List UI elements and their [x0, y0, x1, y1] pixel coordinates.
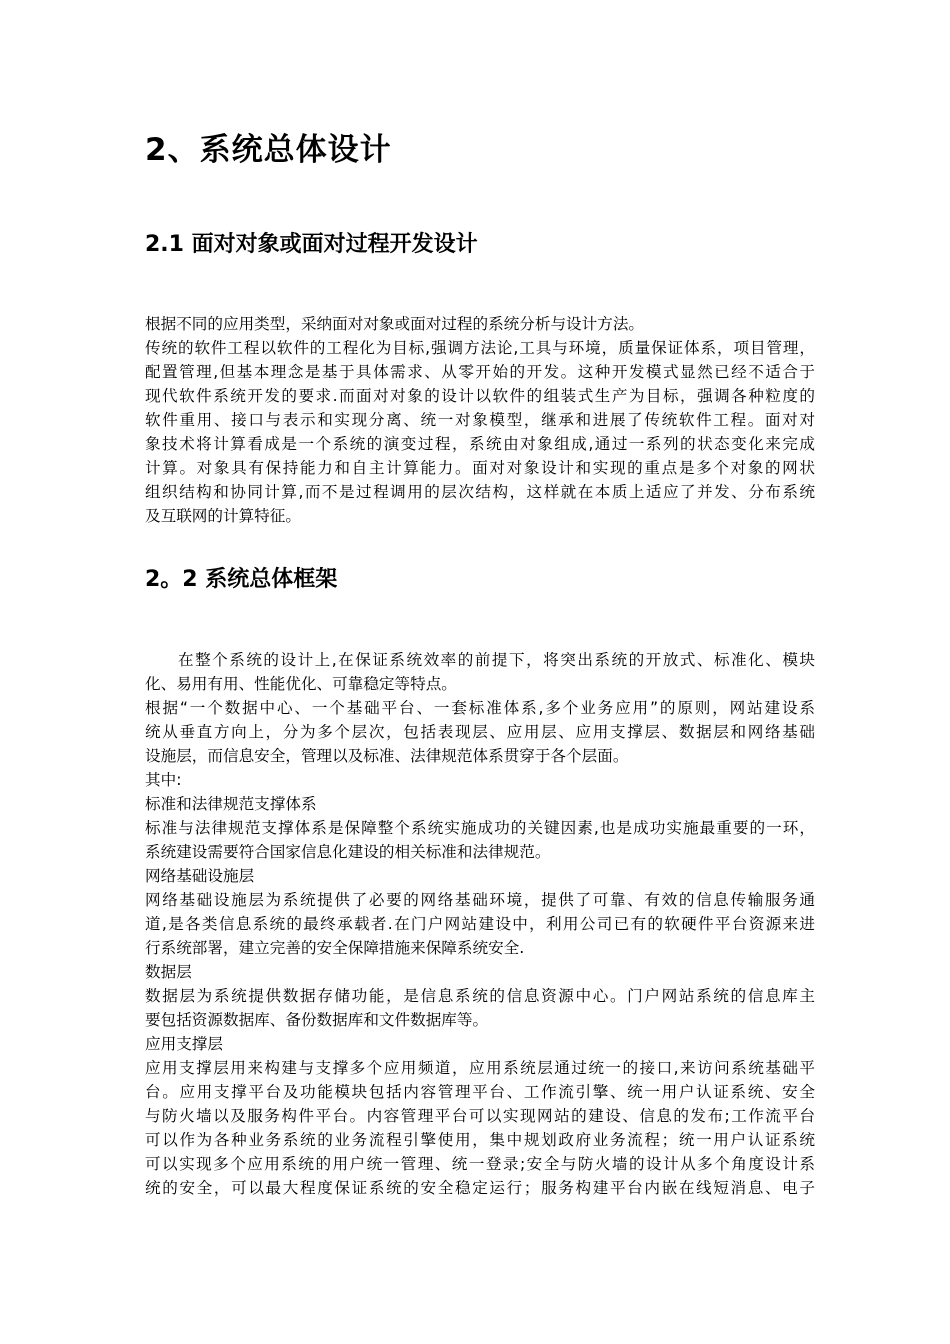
text-line: 数据层为系统提供数据存储功能，是信息系统的信息资源中心。门户网站系统的信息库主	[145, 987, 815, 1005]
text-line: 与防火墙以及服务构件平台。内容管理平台可以实现网站的建设、信息的发布;工作流平台	[145, 1107, 815, 1125]
text-line: 台。应用支撑平台及功能模块包括内容管理平台、工作流引擎、统一用户认证系统、安全	[145, 1083, 815, 1101]
text-line: 设施层，而信息安全，管理以及标准、法律规范体系贯穿于各个层面。	[145, 747, 629, 765]
text-line: 可以作为各种业务系统的业务流程引擎使用，集中规划政府业务流程；统一用户认证系统	[145, 1131, 815, 1149]
text-line: 计算。对象具有保持能力和自主计算能力。面对对象设计和实现的重点是多个对象的网状	[145, 459, 815, 477]
text-line: 标准与法律规范支撑体系是保障整个系统实施成功的关键因素,也是成功实施最重要的一环，	[145, 819, 815, 837]
text-line: 应用支撑层	[145, 1035, 223, 1053]
text-line: 在整个系统的设计上,在保证系统效率的前提下，将突出系统的开放式、标准化、模块	[178, 651, 815, 669]
text-line: 可以实现多个应用系统的用户统一管理、统一登录;安全与防火墙的设计从多个角度设计系	[145, 1155, 815, 1173]
text-line: 象技术将计算看成是一个系统的演变过程，系统由对象组成,通过一系列的状态变化来完成	[145, 435, 815, 453]
section-2-2-body	[145, 648, 815, 1200]
text-line: 统从垂直方向上，分为多个层次，包括表现层、应用层、应用支撑层、数据层和网络基础	[145, 723, 815, 741]
text-line: 网络基础设施层为系统提供了必要的网络基础环境，提供了可靠、有效的信息传输服务通	[145, 891, 815, 909]
text-line: 根据不同的应用类型，采纳面对对象或面对过程的系统分析与设计方法。	[145, 315, 645, 333]
text-line: 要包括资源数据库、备份数据库和文件数据库等。	[145, 1011, 489, 1029]
text-line: 标准和法律规范支撑体系	[145, 795, 317, 813]
text-line: 根据“一个数据中心、一个基础平台、一套标准体系,多个业务应用”的原则，网站建设系	[145, 699, 815, 717]
text-line: 道,是各类信息系统的最终承载者.在门户网站建设中，利用公司已有的软硬件平台资源来进	[145, 915, 815, 933]
text-line: 数据层	[145, 963, 192, 981]
text-line: 网络基础设施层	[145, 867, 255, 885]
text-line: 软件重用、接口与表示和实现分离、统一对象模型，继承和进展了传统软件工程。面对对	[145, 411, 815, 429]
text-line: 其中:	[145, 771, 182, 789]
text-line: 现代软件系统开发的要求.而面对对象的设计以软件的组装式生产为目标，强调各种粒度的	[145, 387, 815, 405]
chapter-heading: 2、系统总体设计	[145, 132, 392, 168]
text-line: 配置管理,但基本理念是基于具体需求、从零开始的开发。这种开发模式显然已经不适合于	[145, 363, 815, 381]
text-line: 行系统部署，建立完善的安全保障措施来保障系统安全.	[145, 939, 525, 957]
section-heading-2-2: 2。2 系统总体框架	[145, 567, 338, 592]
section-heading-2-1: 2.1 面对对象或面对过程开发设计	[145, 232, 478, 257]
section-2-1-body	[145, 312, 815, 528]
text-line: 化、易用有用、性能优化、可靠稳定等特点。	[145, 675, 457, 693]
text-line: 组织结构和协同计算,而不是过程调用的层次结构，这样就在本质上适应了并发、分布系统	[145, 483, 815, 501]
text-line: 传统的软件工程以软件的工程化为目标,强调方法论,工具与环境，质量保证体系，项目管理，	[145, 339, 815, 357]
text-line: 统的安全，可以最大程度保证系统的安全稳定运行；服务构建平台内嵌在线短消息、电子	[145, 1179, 815, 1197]
text-line: 系统建设需要符合国家信息化建设的相关标准和法律规范。	[145, 843, 551, 861]
text-line: 应用支撑层用来构建与支撑多个应用频道，应用系统层通过统一的接口,来访问系统基础平	[145, 1059, 815, 1077]
text-line: 及互联网的计算特征。	[145, 507, 301, 525]
